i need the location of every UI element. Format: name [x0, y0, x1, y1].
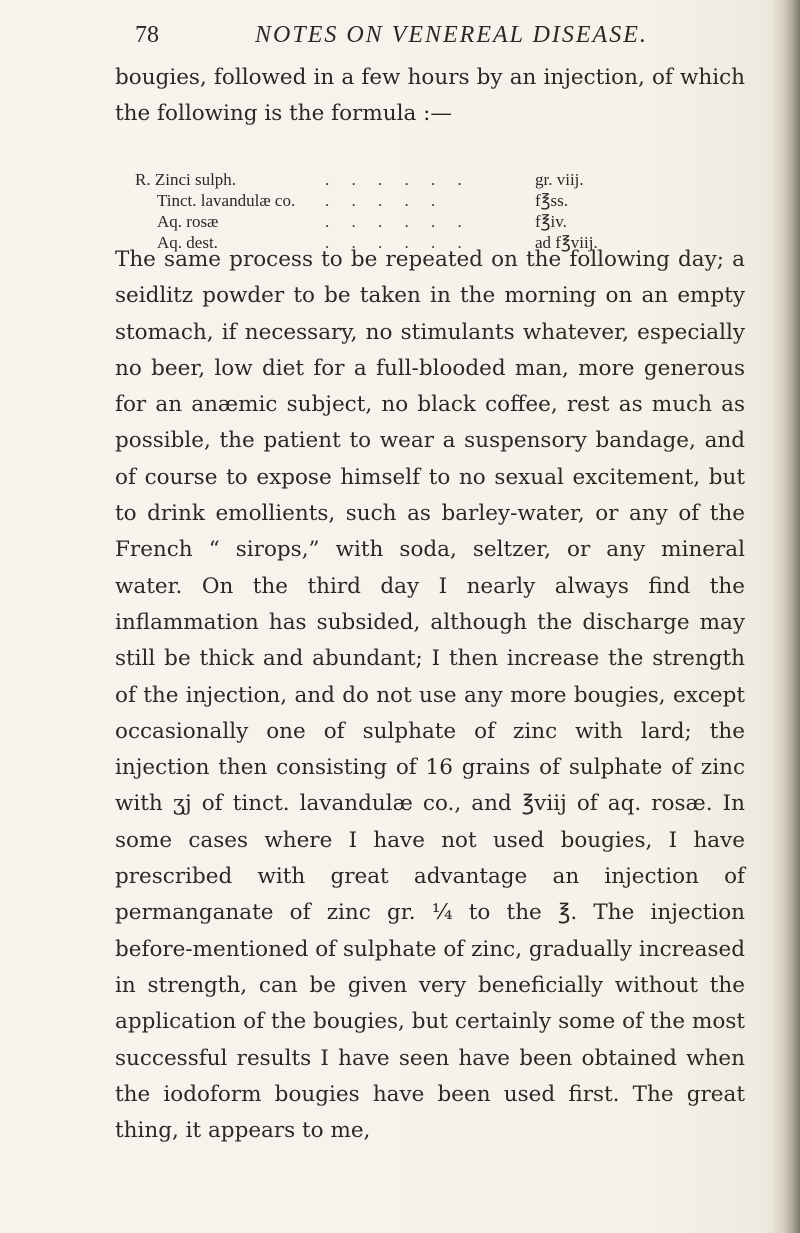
- recipe-row: [135, 170, 655, 191]
- running-head: NOTES ON VENEREAL DISEASE.: [255, 22, 648, 48]
- leader-dots: . . . . .: [325, 191, 445, 210]
- ingredient-quantity: f℥iv.: [535, 212, 567, 231]
- intro-text: bougies, followed in a few hours by an injection, of which the following is the formula :—: [115, 65, 745, 127]
- intro-paragraph: [115, 60, 745, 133]
- leader-dots: . . . . . .: [325, 212, 471, 231]
- main-paragraph: [115, 242, 745, 1149]
- ingredient-name: Tinct. lavandulæ co.: [157, 191, 296, 210]
- recipe-row: [135, 191, 655, 212]
- ingredient-name: R. Zinci sulph.: [135, 170, 237, 189]
- page-edge-shadow: [772, 0, 800, 1233]
- recipe-row: [135, 212, 655, 233]
- leader-dots: . . . . . .: [325, 170, 471, 189]
- leader-dots: . . . . . .: [325, 233, 471, 252]
- body-text: The same process to be repeated on the following day; a seidlitz powder to be taken in the morning on an empty stomach, if necessary, no stimulants whatever, especially no beer, low diet for a full-blooded man, more generous for an anæmic subject, no black coffee, rest as much as possible, the patient to wear a suspensory bandage, and of course to expose himself to no sexual excitement, but to drink emollients, such as barley-water, or any of the French “ sirops,” with soda, seltzer, or any mineral water. On the third day I nearly always find the inflammation has subsided, although the discharge may still be thick and abundant; I then increase the strength of the injection, and do not use any more bougies, except occasionally one of sulphate of zinc with lard; the injection then consisting of 16 grains of sulphate of zinc with ʒj of tinct. lavandulæ co., and ℥viij of aq. rosæ. In some cases where I have not used bougies, I have prescribed with great advantage an injection of permanganate of zinc gr. ¼ to the ℥. The injection before-mentioned of sulphate of zinc, gradually increased in strength, can be given very beneficially without the application of the bougies, but certainly some of the most successful results I have seen have been obtained when the iodoform bougies have been used first. The great thing, it appears to me,: [115, 247, 745, 1144]
- ingredient-quantity: gr. viij.: [535, 170, 584, 189]
- ingredient-name: Aq. dest.: [157, 233, 218, 252]
- ingredient-name: Aq. rosæ: [157, 212, 219, 231]
- ingredient-quantity: ad f℥viij.: [535, 233, 598, 252]
- ingredient-quantity: f℥ss.: [535, 191, 568, 210]
- page-header: [135, 22, 695, 62]
- page-number: 78: [135, 22, 159, 48]
